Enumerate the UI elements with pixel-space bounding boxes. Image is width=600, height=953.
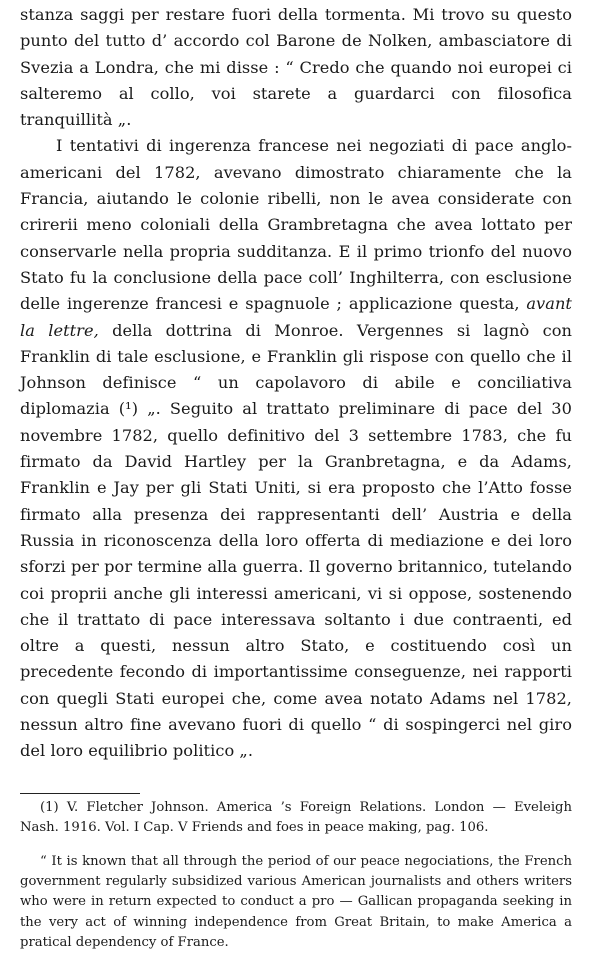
paragraph-2-text-a: I tentativi di ingerenza francese nei negoziati di pace anglo-americani del 1782, avevano dimostrato chiaramente che la Francia, aiutando le colonie ribelli, non le avea considerate con crirerii meno coloniali della Grambretagna che avea lottato per conservarle nella propria sudditanza. E il primo trionfo del nuovo Stato fu la conclusione della pace coll’ Inghilterra, con esclusione delle ingerenze francesi e spagnuole ; applicazione questa,	[20, 136, 572, 314]
book-page	[20, 2, 572, 953]
footnote-quote	[20, 852, 572, 953]
footnote-divider	[20, 793, 140, 794]
main-text	[20, 2, 572, 765]
footnote-quote-text: “ It is known that all through the period of our peace negociations, the French government regularly subsidized various American journalists and others writers who were in return expected to conduct a pro — Gallican propaganda seeking in the very act of winning independence from Great Britain, to make America a pratical dependency of France.	[20, 854, 572, 950]
paragraph-2-text-b: della dottrina di Monroe. Vergennes si lagnò con Franklin di tale esclusione, e Franklin gli rispose con quello che il Johnson definisce “ un capolavoro di abile e conciliativa diplomazia	[20, 320, 572, 419]
footnote-1	[20, 798, 572, 838]
paragraph-2-text-c: „. Seguito al trattato preliminare di pace del 30 novembre 1782, quello definitivo del 3 settembre 1783, che fu firmato da David Hartley per la Granbretagna, e da Adams, Franklin e Jay per gli Stati Uniti, si era proposto che l’Atto fosse firmato alla presenza dei rappresentanti dell’ Austria e della Russia in riconoscenza della loro offerta di mediazione e dei loro sforzi per por termine alla guerra. Il governo britannico, tutelando coi proprii anche gli interessi americani, vi si oppose, sostenendo che il trattato di pace interessava soltanto i due contraenti, ed oltre a questi, nessun altro Stato, e costituendo così un precedente fecondo di importantissime conseguenze, nei rapporti con quegli Stati europei che, come avea notato Adams nel 1782, nessun altro fine avevano fuori di quello “ di sospingerci nel giro del loro equilibrio politico „.	[20, 399, 572, 761]
paragraph-2	[20, 133, 572, 764]
paragraph-continuation	[20, 2, 572, 133]
footnote-spacer	[20, 838, 572, 852]
paragraph-2-italic: avant la lettre,	[20, 294, 572, 340]
footnote-reference[interactable]: (¹)	[118, 399, 139, 419]
footnotes	[20, 798, 572, 953]
paragraph-1-text: stanza saggi per restare fuori della tormenta. Mi trovo su questo punto del tutto d’ accordo col Barone de Nolken, ambasciatore di Svezia a Londra, che mi disse : “ Credo che quando noi europei ci salteremo al collo, voi starete a guardarci con filosofica tranquillità „.	[20, 5, 572, 130]
footnote-1-text: (1) V. Fletcher Johnson. America ’s Foreign Relations. London — Eveleigh Nash. 1916. Vol. I Cap. V Friends and foes in peace making, pag. 106.	[20, 799, 572, 835]
